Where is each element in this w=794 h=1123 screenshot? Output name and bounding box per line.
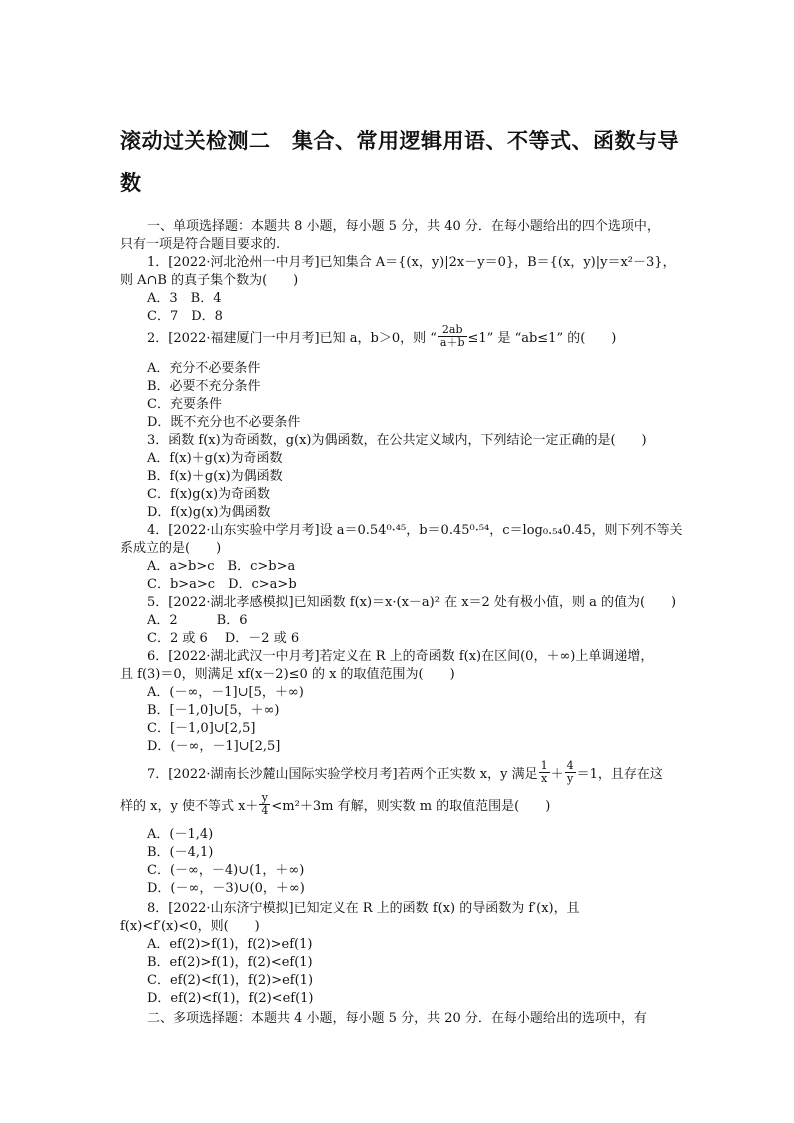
q4-stem-cont: 系成立的是( ) xyxy=(120,541,222,556)
q2-option-a: A．充分不必要条件 xyxy=(147,361,261,376)
q7-fraction-3 xyxy=(259,792,270,817)
q6-option-d: D．(－∞，－1]∪[2,5] xyxy=(147,739,281,754)
q7-option-a: A．(－1,4) xyxy=(147,827,214,842)
q1-options-ab: A．3 B．4 xyxy=(147,291,222,306)
q4-options-ab: A．a>b>c B．c>b>a xyxy=(147,559,296,574)
q7-stem xyxy=(147,760,707,790)
q7-fraction-3-num: y xyxy=(259,792,270,805)
section-two-intro: 二、多项选择题：本题共 4 小题，每小题 5 分，共 20 分．在每小题给出的选项中，有 xyxy=(147,1011,647,1026)
q4-options-cd: C．b>a>c D．c>a>b xyxy=(147,577,297,592)
q1-options-cd: C．7 D．8 xyxy=(147,309,223,324)
q7-option-c: C．(－∞，－4)∪(1，＋∞) xyxy=(147,863,305,878)
q2-option-c: C．充要条件 xyxy=(147,397,222,412)
q6-option-c: C．[－1,0]∪[2,5] xyxy=(147,721,256,736)
q7-plus: ＋ xyxy=(550,767,564,782)
q8-option-a: A．ef(2)>f(1)，f(2)>ef(1) xyxy=(147,937,313,952)
q1-stem: 1．[2022·河北沧州一中月考]已知集合 A＝{(x，y)|2x－y＝0}，B＝{(x，y)|y＝x²－3}， xyxy=(147,255,676,270)
page-title: 滚动过关检测二 集合、常用逻辑用语、不等式、函数与导数 xyxy=(120,129,679,195)
q2-stem xyxy=(147,324,707,354)
q2-fraction-num: 2ab xyxy=(438,324,467,337)
q3-option-d: D．f(x)g(x)为偶函数 xyxy=(147,505,271,520)
q7-fraction-2-num: 4 xyxy=(566,760,574,772)
q7-option-d: D．(－∞，－3)∪(0，＋∞) xyxy=(147,881,305,896)
q6-stem-cont: 且 f(3)＝0，则满足 xf(x－2)≤0 的 x 的取值范围为( ) xyxy=(120,667,455,682)
q7-option-b: B．(－4,1) xyxy=(147,845,214,860)
q5-stem: 5．[2022·湖北孝感模拟]已知函数 f(x)＝x·(x－a)² 在 x＝2 处有极小值，则 a 的值为( ) xyxy=(147,595,677,610)
q8-stem: 8．[2022·山东济宁模拟]已知定义在 R 上的函数 f(x) 的导函数为 f′(x)，且 xyxy=(147,901,580,916)
q7-stem-cont xyxy=(120,792,680,822)
q3-option-a: A．f(x)＋g(x)为奇函数 xyxy=(147,451,283,466)
q2-option-d: D．既不充分也不必要条件 xyxy=(147,415,301,430)
q7-fraction-1-den: x xyxy=(540,772,548,785)
q2-stem-pre: 2．[2022·福建厦门一中月考]已知 a，b＞0，则 “ xyxy=(147,331,437,346)
q7-stem-post: ＝1，且存在这 xyxy=(576,767,663,782)
q1-stem-cont: 则 A∩B 的真子集个数为( ) xyxy=(120,273,299,288)
q8-option-d: D．ef(2)<f(1)，f(2)<ef(1) xyxy=(147,991,314,1006)
q4-stem: 4．[2022·山东实验中学月考]设 a＝0.54⁰·⁴⁵，b＝0.45⁰·⁵⁴，c＝log₀.₅₄0.45，则下列不等关 xyxy=(147,523,683,538)
q7-fraction-2 xyxy=(565,760,576,785)
q2-fraction-den: a＋b xyxy=(439,336,465,349)
q5-options-ab: A．2 B．6 xyxy=(147,613,248,628)
q7-line2-post: <m²＋3m 有解，则实数 m 的取值范围是( ) xyxy=(271,799,551,814)
q3-option-b: B．f(x)＋g(x)为偶函数 xyxy=(147,469,283,484)
q2-option-b: B．必要不充分条件 xyxy=(147,379,261,394)
q8-option-c: C．ef(2)<f(1)，f(2)>ef(1) xyxy=(147,973,314,988)
q8-stem-cont: f(x)<f′(x)<0，则( ) xyxy=(120,919,260,934)
q3-option-c: C．f(x)g(x)为奇函数 xyxy=(147,487,271,502)
q7-fraction-1-num: 1 xyxy=(540,760,548,772)
q8-option-b: B．ef(2)>f(1)，f(2)<ef(1) xyxy=(147,955,313,970)
section-one-intro: 一、单项选择题：本题共 8 小题，每小题 5 分，共 40 分．在每小题给出的四个选项中， xyxy=(147,219,660,234)
q7-fraction-2-den: y xyxy=(566,772,574,785)
q7-fraction-3-den: 4 xyxy=(261,804,269,817)
q6-option-a: A．(－∞，－1]∪[5，＋∞) xyxy=(147,685,304,700)
q7-fraction-1 xyxy=(539,760,550,785)
q7-stem-pre: 7．[2022·湖南长沙麓山国际实验学校月考]若两个正实数 x，y 满足 xyxy=(147,767,538,782)
section-one-intro-cont: 只有一项是符合题目要求的. xyxy=(120,237,281,252)
q6-option-b: B．[－1,0]∪[5，＋∞) xyxy=(147,703,280,718)
q5-options-cd: C．2 或 6 D．－2 或 6 xyxy=(147,631,300,646)
q2-fraction xyxy=(438,324,467,349)
q7-line2-pre: 样的 x，y 使不等式 x＋ xyxy=(120,799,259,814)
q2-stem-post: ≤1” 是 “ab≤1” 的( ) xyxy=(467,331,617,346)
q6-stem: 6．[2022·湖北武汉一中月考]若定义在 R 上的奇函数 f(x)在区间(0，＋∞)上单调递增， xyxy=(147,649,654,664)
q3-stem: 3．函数 f(x)为奇函数，g(x)为偶函数，在公共定义域内，下列结论一定正确的是( ) xyxy=(147,433,647,448)
